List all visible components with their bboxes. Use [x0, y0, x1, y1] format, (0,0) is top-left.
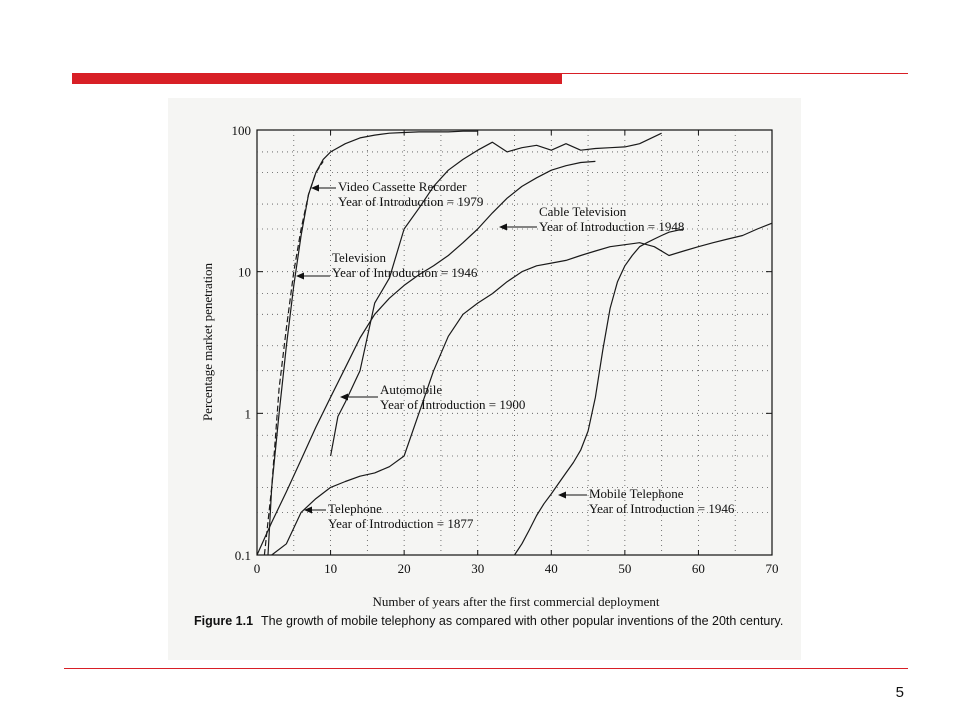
annotation-arrowhead-mobile-telephone	[558, 492, 566, 499]
y-tick-label: 100	[231, 123, 251, 138]
x-tick-label: 20	[397, 561, 411, 576]
annotation-arrowhead-automobile	[340, 394, 348, 401]
annotation-year-mobile-telephone: Year of Introduction = 1946	[589, 501, 735, 516]
figure-caption	[194, 614, 794, 629]
annotation-title-automobile: Automobile	[380, 382, 443, 397]
y-tick-label: 10	[238, 264, 251, 280]
x-tick-label: 30	[471, 561, 485, 576]
y-axis-label: Percentage market penetration	[200, 262, 215, 422]
annotation-title-television: Television	[332, 250, 386, 265]
page-number: 5	[895, 684, 904, 701]
series-layer	[257, 131, 772, 555]
x-tick-label: 50	[618, 561, 632, 576]
caption-text: The growth of mobile telephony as compared with other popular inventions of the 20th century.	[261, 614, 784, 628]
annotation-year-video-cassette-recorder: Year of Introduction = 1979	[338, 194, 484, 209]
annotation-title-video-cassette-recorder: Video Cassette Recorder	[338, 179, 467, 194]
y-tick-label: 1	[244, 406, 251, 422]
annotation-title-mobile-telephone: Mobile Telephone	[589, 486, 684, 501]
x-tick-label: 60	[691, 561, 705, 576]
annotation-arrowhead-video-cassette-recorder	[311, 185, 319, 192]
annotation-title-telephone: Telephone	[328, 501, 382, 516]
caption-label: Figure 1.1	[194, 614, 254, 628]
annotation-year-cable-television: Year of Introduction = 1948	[539, 219, 685, 234]
x-tick-label: 0	[253, 561, 261, 576]
x-axis-label: Number of years after the first commercial deployment	[372, 594, 660, 609]
grid-layer	[257, 130, 772, 555]
annotation-year-telephone: Year of Introduction = 1877	[328, 516, 474, 531]
x-tick-label: 40	[544, 561, 558, 576]
x-tick-label: 10	[324, 561, 338, 576]
footer-rule	[64, 668, 908, 669]
annotation-year-television: Year of Introduction = 1946	[332, 265, 478, 280]
y-tick-label: 0.1	[234, 548, 251, 563]
plot-frame	[257, 130, 772, 555]
annotation-year-automobile: Year of Introduction = 1900	[380, 397, 526, 412]
annotation-arrowhead-cable-television	[499, 224, 507, 231]
annotation-arrowhead-television	[296, 273, 304, 280]
annotation-layer	[296, 179, 735, 531]
x-tick-label: 70	[765, 561, 779, 576]
annotation-title-cable-television: Cable Television	[539, 204, 627, 219]
